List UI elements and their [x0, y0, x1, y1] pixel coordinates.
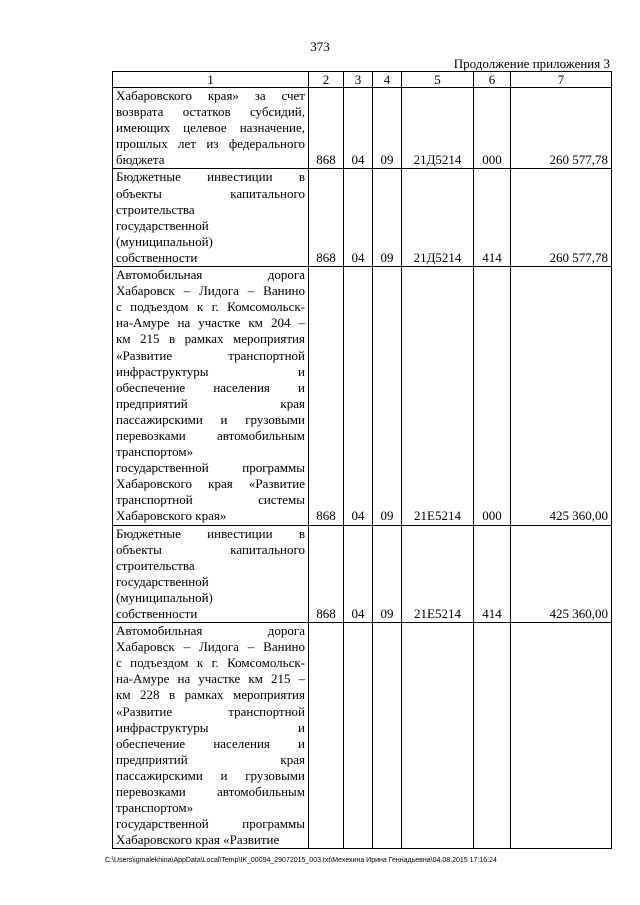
description-line: Бюджетные инвестиции в — [116, 525, 305, 541]
description-line: Автомобильная дорога — [116, 267, 305, 283]
target-article-cell: 21Д5214 — [402, 88, 474, 169]
description-line: предприятий края — [116, 751, 305, 767]
section-cell: 04 — [344, 267, 373, 526]
table-row — [113, 88, 612, 169]
target-article-cell: 21Е5214 — [402, 525, 474, 623]
column-header: 6 — [474, 72, 511, 88]
description-line: Хабаровск – Лидога – Ванино — [116, 283, 305, 299]
description-line: государственной — [116, 573, 209, 589]
column-header: 4 — [373, 72, 402, 88]
table-row — [113, 623, 612, 849]
header-row — [113, 72, 612, 88]
section-cell — [344, 623, 373, 849]
section-cell: 04 — [344, 525, 373, 623]
description-line: Автомобильная дорога — [116, 623, 305, 639]
row-description — [113, 623, 309, 849]
row-description — [113, 88, 309, 169]
description-line: объекты капитального — [116, 185, 305, 201]
table-header — [113, 72, 612, 88]
description-line: с подъездом к г. Комсомольск- — [116, 299, 305, 315]
target-article-cell: 21Д5214 — [402, 169, 474, 267]
description-line: с подъездом к г. Комсомольск- — [116, 655, 305, 671]
target-article-cell: 21Е5214 — [402, 267, 474, 526]
description-line: пассажирскими и грузовыми — [116, 767, 305, 783]
description-line: на-Амуре на участке км 204 – — [116, 315, 305, 331]
section-cell: 04 — [344, 88, 373, 169]
description-line: строительства — [116, 201, 195, 217]
table-body — [113, 88, 612, 849]
amount-cell: 260 577,78 — [511, 88, 612, 169]
appendix-continuation-label: Продолжение приложения 3 — [453, 56, 610, 71]
description-line: Хабаровского края «Развитие — [116, 832, 280, 848]
table-row — [113, 525, 612, 623]
table-row — [113, 267, 612, 526]
description-line: объекты капитального — [116, 541, 305, 557]
description-line: имеющих целевое назначение, — [116, 120, 305, 136]
description-line: государственной — [116, 217, 209, 233]
description-line: Хабаровского края» за счет — [116, 88, 305, 103]
description-line: транспортом» — [116, 800, 194, 816]
admin-code-cell: 868 — [309, 88, 344, 169]
description-line: (муниципальной) — [116, 589, 213, 605]
section-cell: 04 — [344, 169, 373, 267]
description-line: государственной программы — [116, 816, 305, 832]
description-line: перевозками автомобильным — [116, 427, 305, 443]
description-line: Хабаровск – Лидога – Ванино — [116, 639, 305, 655]
description-line: Бюджетные инвестиции в — [116, 169, 305, 185]
expense-type-cell: 000 — [474, 267, 511, 526]
table-row — [113, 169, 612, 267]
subsection-cell: 09 — [373, 88, 402, 169]
row-description — [113, 267, 309, 526]
admin-code-cell — [309, 623, 344, 849]
budget-table — [112, 71, 612, 849]
expense-type-cell: 000 — [474, 88, 511, 169]
description-line: обеспечение населения и — [116, 379, 305, 395]
description-line: транспортной системы — [116, 492, 305, 508]
description-line: км 228 в рамках мероприятия — [116, 687, 305, 703]
description-line: бюджета — [116, 152, 165, 168]
description-line: обеспечение населения и — [116, 735, 305, 751]
description-line: Хабаровского края» — [116, 508, 227, 524]
description-line: (муниципальной) — [116, 233, 213, 249]
column-header: 2 — [309, 72, 344, 88]
description-line: инфраструктуры и — [116, 363, 305, 379]
amount-cell — [511, 623, 612, 849]
row-description — [113, 169, 309, 267]
description-line: пассажирскими и грузовыми — [116, 411, 305, 427]
description-line: прошлых лет из федерального — [116, 136, 305, 152]
description-line: инфраструктуры и — [116, 719, 305, 735]
amount-cell: 425 360,00 — [511, 525, 612, 623]
description-line: Хабаровского края «Развитие — [116, 476, 305, 492]
page-number: 373 — [310, 39, 330, 54]
description-line: предприятий края — [116, 395, 305, 411]
description-line: собственности — [116, 249, 198, 265]
description-line: государственной программы — [116, 460, 305, 476]
description-line: «Развитие транспортной — [116, 347, 305, 363]
admin-code-cell: 868 — [309, 267, 344, 526]
description-line: транспортом» — [116, 444, 194, 460]
amount-cell: 260 577,78 — [511, 169, 612, 267]
target-article-cell — [402, 623, 474, 849]
expense-type-cell: 414 — [474, 169, 511, 267]
admin-code-cell: 868 — [309, 169, 344, 267]
description-line: собственности — [116, 606, 198, 621]
expense-type-cell: 414 — [474, 525, 511, 623]
subsection-cell — [373, 623, 402, 849]
admin-code-cell: 868 — [309, 525, 344, 623]
subsection-cell: 09 — [373, 267, 402, 526]
description-line: строительства — [116, 557, 195, 573]
column-header: 1 — [113, 72, 309, 88]
row-description — [113, 525, 309, 623]
column-header: 7 — [511, 72, 612, 88]
column-header: 5 — [402, 72, 474, 88]
subsection-cell: 09 — [373, 525, 402, 623]
description-line: на-Амуре на участке км 215 – — [116, 671, 305, 687]
expense-type-cell — [474, 623, 511, 849]
description-line: возврата остатков субсидий, — [116, 104, 305, 120]
column-header: 3 — [344, 72, 373, 88]
amount-cell: 425 360,00 — [511, 267, 612, 526]
subsection-cell: 09 — [373, 169, 402, 267]
description-line: «Развитие транспортной — [116, 703, 305, 719]
file-path-footer: C:\Users\igmalekhina\AppData\Local\Temp\IK_00094_29072015_003.txt\Мехехина Ирина Геннадьевна\04.08.2015 17:16:24 — [105, 857, 497, 864]
description-line: км 215 в рамках мероприятия — [116, 331, 305, 347]
description-line: перевозками автомобильным — [116, 784, 305, 800]
